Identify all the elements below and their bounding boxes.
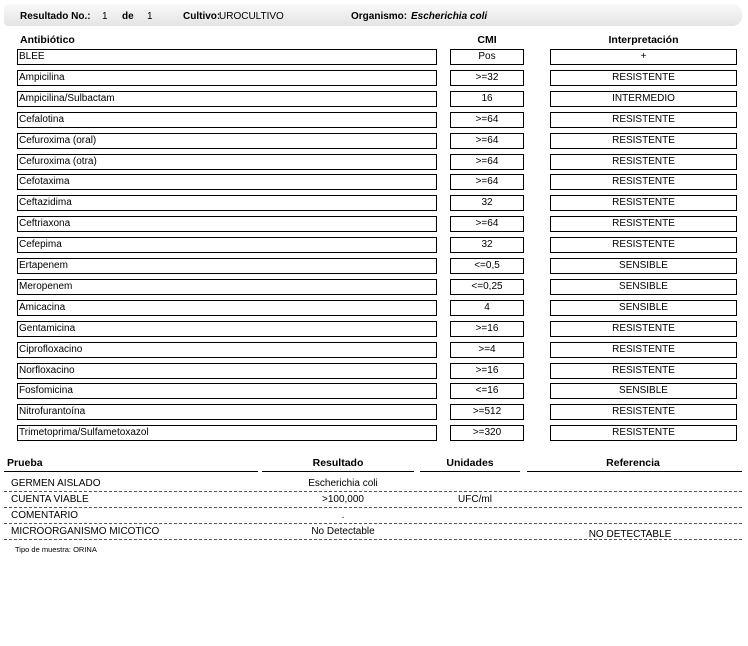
cmi-value: 16 [450,91,524,107]
resultado-value: . [341,510,345,521]
interpretation-value: SENSIBLE [550,258,737,274]
cmi-value: >=512 [450,404,524,420]
antibiotic-name: Ciprofloxacino [17,342,437,358]
table-row [0,363,748,379]
table-row [0,174,748,190]
cmi-value: 32 [450,195,524,211]
table-row [0,383,748,399]
unidades-value: UFC/ml [458,494,492,505]
table-row [0,91,748,107]
antibiotic-name: Nitrofurantoína [17,404,437,420]
cmi-value: 4 [450,300,524,316]
cmi-value: <=0,25 [450,279,524,295]
table-row [0,237,748,253]
table-row [0,425,748,441]
antibiotic-name: Gentamicina [17,321,437,337]
list-item [0,492,748,508]
antibiotic-name: BLEE [17,49,437,65]
cmi-value: <=0,5 [450,258,524,274]
resultado-number: 1 [102,11,108,22]
cmi-value: >=32 [450,70,524,86]
organismo-label: Organismo: [351,11,408,22]
interpretation-value: RESISTENTE [550,342,737,358]
interpretation-value: RESISTENTE [550,174,737,190]
interpretation-value: RESISTENTE [550,237,737,253]
organismo-value: Escherichia coli [411,11,488,22]
antibiotic-name: Ertapenem [17,258,437,274]
interpretation-value: INTERMEDIO [550,91,737,107]
cmi-value: <=16 [450,383,524,399]
col-cmi: CMI [477,34,497,46]
interpretation-value: RESISTENTE [550,321,737,337]
antibiotic-name: Ampicilina/Sulbactam [17,91,437,107]
antibiotic-name: Fosfomicina [17,383,437,399]
resultado-value: No Detectable [311,526,375,537]
referencia-underline [527,471,742,472]
interpretation-value: RESISTENTE [550,425,737,441]
table-row [0,133,748,149]
table-row [0,342,748,358]
prueba-value: MICROORGANISMO MICOTICO [11,526,160,537]
table-row [0,70,748,86]
antibiotic-name: Ceftriaxona [17,216,437,232]
antibiotic-name: Norfloxacino [17,363,437,379]
antibiotic-name: Ceftazidima [17,195,437,211]
prueba-underline [4,471,258,472]
interpretation-value: + [550,49,737,65]
cmi-value: 32 [450,237,524,253]
col-referencia: Referencia [606,457,660,469]
list-item [0,524,748,540]
row-divider [4,539,742,540]
interpretation-value: RESISTENTE [550,154,737,170]
cmi-value: >=64 [450,154,524,170]
resultado-underline [262,471,414,472]
interpretation-value: RESISTENTE [550,404,737,420]
table-row [0,195,748,211]
de-number: 1 [147,11,153,22]
resultado-value: >100,000 [322,494,364,505]
antibiotic-name: Cefuroxima (otra) [17,154,437,170]
table-row [0,404,748,420]
cultivo-label: Cultivo: [183,11,221,22]
interpretation-value: RESISTENTE [550,70,737,86]
sample-type-note: Tipo de muestra: ORINA [15,545,97,554]
col-unidades: Unidades [446,457,494,469]
cmi-value: >=64 [450,216,524,232]
interpretation-value: RESISTENTE [550,216,737,232]
interpretation-value: RESISTENTE [550,112,737,128]
col-antibiotico: Antibiótico [20,34,75,46]
cmi-value: >=16 [450,363,524,379]
col-resultado: Resultado [312,457,364,469]
resultado-value: Escherichia coli [308,478,378,489]
interpretation-value: RESISTENTE [550,195,737,211]
interpretation-value: SENSIBLE [550,383,737,399]
interpretation-value: SENSIBLE [550,300,737,316]
antibiotic-name: Meropenem [17,279,437,295]
cmi-value: >=16 [450,321,524,337]
antibiotic-name: Amicacina [17,300,437,316]
de-label: de [122,11,134,22]
cmi-value: >=64 [450,112,524,128]
table-row [0,112,748,128]
cmi-value: >=64 [450,174,524,190]
list-item [0,508,748,524]
resultado-label: Resultado No.: [20,11,91,22]
table-row [0,279,748,295]
table-row [0,154,748,170]
antibiotic-name: Cefalotina [17,112,437,128]
antibiotic-name: Cefepima [17,237,437,253]
referencia-value: NO DETECTABLE [588,529,672,540]
col-prueba: Prueba [7,457,43,469]
antibiotic-name: Ampicilina [17,70,437,86]
table-row [0,258,748,274]
result-header-bar [4,4,742,26]
list-item [0,476,748,492]
cmi-value: >=64 [450,133,524,149]
table-row [0,321,748,337]
interpretation-value: RESISTENTE [550,363,737,379]
table-row [0,49,748,65]
cmi-value: >=320 [450,425,524,441]
antibiotic-name: Cefotaxima [17,174,437,190]
antibiotic-name: Trimetoprima/Sulfametoxazol [17,425,437,441]
unidades-underline [420,471,520,472]
cmi-value: >=4 [450,342,524,358]
antibiotic-name: Cefuroxima (oral) [17,133,437,149]
col-interpretacion: Interpretación [608,34,679,46]
table-row [0,300,748,316]
cultivo-value: UROCULTIVO [219,11,284,22]
table-row [0,216,748,232]
prueba-value: COMENTARIO [11,510,79,521]
interpretation-value: SENSIBLE [550,279,737,295]
interpretation-value: RESISTENTE [550,133,737,149]
cmi-value: Pos [450,49,524,65]
prueba-value: GERMEN AISLADO [11,478,101,489]
prueba-value: CUENTA VIABLE [11,494,89,505]
